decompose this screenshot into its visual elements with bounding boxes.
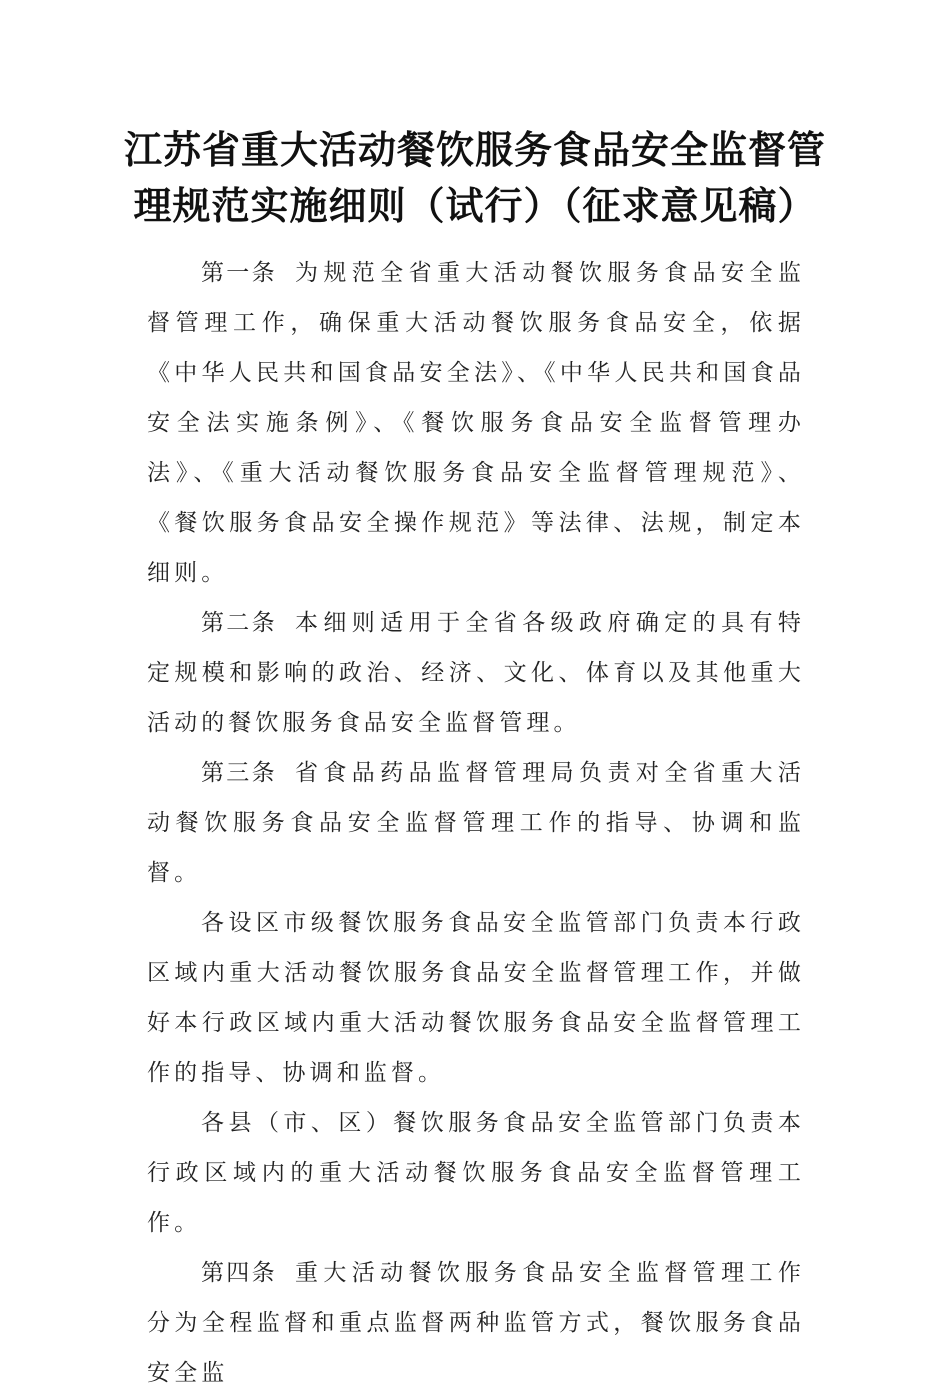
article-4-text: 重大活动餐饮服务食品安全监督管理工作分为全程监督和重点监督两种监管方式，餐饮服务食品安全监 bbox=[147, 1260, 805, 1386]
article-2-number: 第二条 bbox=[201, 610, 277, 636]
document-title bbox=[120, 122, 830, 234]
article-1-number: 第一条 bbox=[201, 260, 277, 286]
article-3-county-text: 各县（市、区）餐饮服务食品安全监管部门负责本行政区域内的重大活动餐饮服务食品安全监督管理工作。 bbox=[147, 1110, 805, 1236]
article-3-number: 第三条 bbox=[201, 760, 277, 786]
document-body bbox=[147, 248, 805, 1398]
article-3-text: 省食品药品监督管理局负责对全省重大活动餐饮服务食品安全监督管理工作的指导、协调和监督。 bbox=[147, 760, 805, 886]
article-2-text: 本细则适用于全省各级政府确定的具有特定规模和影响的政治、经济、文化、体育以及其他重大活动的餐饮服务食品安全监督管理。 bbox=[147, 610, 805, 736]
article-2-paragraph bbox=[147, 598, 805, 748]
article-3-paragraph bbox=[147, 748, 805, 898]
article-4-number: 第四条 bbox=[201, 1260, 277, 1286]
article-3-city-text: 各设区市级餐饮服务食品安全监管部门负责本行政区域内重大活动餐饮服务食品安全监督管理工作，并做好本行政区域内重大活动餐饮服务食品安全监督管理工作的指导、协调和监督。 bbox=[147, 910, 805, 1086]
article-3-city-paragraph bbox=[147, 898, 805, 1098]
article-4-paragraph bbox=[147, 1248, 805, 1398]
article-3-county-paragraph bbox=[147, 1098, 805, 1248]
article-1-text: 为规范全省重大活动餐饮服务食品安全监督管理工作，确保重大活动餐饮服务食品安全，依据《中华人民共和国食品安全法》、《中华人民共和国食品安全法实施条例》、《餐饮服务食品安全监督管理办法》、《重大活动餐饮服务食品安全监督管理规范》、《餐饮服务食品安全操作规范》等法律、法规，制定本细则。 bbox=[147, 260, 805, 586]
article-1-paragraph bbox=[147, 248, 805, 598]
title-line-2: 理规范实施细则（试行）（征求意见稿） bbox=[133, 183, 817, 228]
title-line-1: 江苏省重大活动餐饮服务食品安全监督管 bbox=[123, 127, 826, 172]
